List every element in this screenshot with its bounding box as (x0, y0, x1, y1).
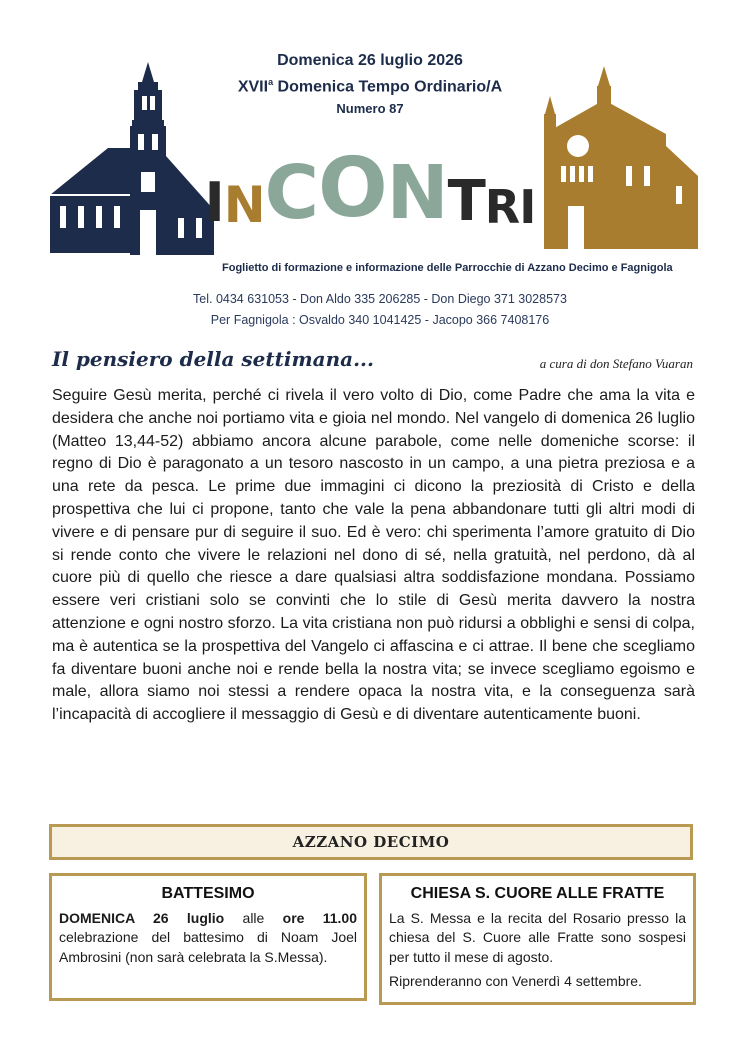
liturgical-subtitle (215, 77, 525, 96)
sacred-heart-para2: Riprenderanno con Venerdì 4 settembre. (389, 973, 642, 989)
church-facade-icon (526, 66, 698, 249)
thought-author: a cura di don Stefano Vuaran (539, 356, 693, 371)
masthead-letter: T (447, 169, 485, 234)
contact-line-fagnigola: Per Fagnigola : Osvaldo 340 1041425 - Jacopo 366 7408176 (210, 313, 550, 327)
issue-number: Numero 87 (336, 101, 404, 116)
section-title: AZZANO DECIMO (292, 833, 450, 851)
baptism-mid: alle (224, 909, 283, 926)
sacred-heart-para1: La S. Messa e la recita del Rosario presso la chiesa del S. Cuore alle Fratte sono sospesi per tutto il mese di agosto. (389, 909, 686, 965)
contact-line-phones: Tel. 0434 631053 - Don Aldo 335 206285 - Don Diego 371 3028573 (193, 292, 567, 306)
sacred-heart-box (379, 873, 696, 1005)
issue-date: Domenica 26 luglio 2026 (277, 52, 463, 69)
baptism-day: DOMENICA 26 luglio (59, 909, 225, 926)
tagline: Foglietto di formazione e informazione delle Parrocchie di Azzano Decimo e Fagnigola (222, 262, 673, 274)
section-banner (49, 824, 693, 860)
masthead-letter: N (386, 150, 448, 236)
masthead-letter: R (484, 180, 520, 234)
subtitle-superscript: a (268, 77, 274, 87)
masthead-letter: I (204, 171, 224, 234)
thought-title: Il pensiero della settimana... (52, 347, 374, 371)
subtitle-rest: Domenica Tempo Ordinario/A (273, 78, 503, 96)
sacred-heart-title: CHIESA S. CUORE ALLE FRATTE (410, 885, 665, 902)
baptism-text (59, 909, 357, 968)
masthead-letter: C (264, 150, 318, 236)
baptism-time: ore 11.00 (282, 909, 357, 926)
baptism-title: BATTESIMO (161, 885, 255, 902)
thought-body: Seguire Gesù merita, perché ci rivela il vero volto di Dio, come Padre che ama la vita e desidera che anche noi portiamo vita e gioia nel mondo. Nel vangelo di domenica 26 luglio (Matteo 13,44-52) abbiamo ancora alcune parabole, come nelle domeniche scorse: il regno di Dio è paragonato a un tesoro nascosto in un campo, a una pietra preziosa e a una rete da pesca. Le prime due immagini ci dicono la preziosità di Cristo e della prospettiva che lui ci propone, tanto che vale la pena abbandonare tutti gli altri modi di vivere e di pensare pur di seguire il suo. Ed è vero: chi sperimenta l’amore gratuito di Dio si rende conto che vivere le relazioni nel dono di sé, nella gratuità, nel perdono, dà al cuore più di quello che riesce a dare qualsiasi altra soddisfazione mondana. Possiamo essere veri cristiani solo se convinti che lo stile di Gesù merita davvero la nostra attenzione e ogni nostro sforzo. La vita cristiana non può ridursi a obblighi e sensi di colpa, ma è autentica se la prospettiva del Vangelo ci affascina e ci attrae. Il bene che scegliamo fa diventare buoni anche noi e rende bella la nostra vita; se invece scegliamo egoismo e male, allora siamo noi stessi a rendere opaca la nostra vita, e la conseguenza sarà l’incapacità di accogliere il messaggio di Gesù e di diventare autenticamente buoni. (52, 387, 695, 724)
masthead-letter: O (317, 141, 387, 236)
masthead-letter: N (223, 176, 265, 234)
baptism-box (49, 873, 367, 1001)
baptism-rest: celebrazione del battesimo di Noam Joel Ambrosini (non sarà celebrata la S.Messa). (59, 929, 357, 965)
masthead-logo (204, 140, 536, 236)
church-bell-tower-icon (48, 60, 216, 255)
subtitle-prefix: XVII (237, 78, 269, 96)
masthead-letter: I (519, 180, 536, 234)
